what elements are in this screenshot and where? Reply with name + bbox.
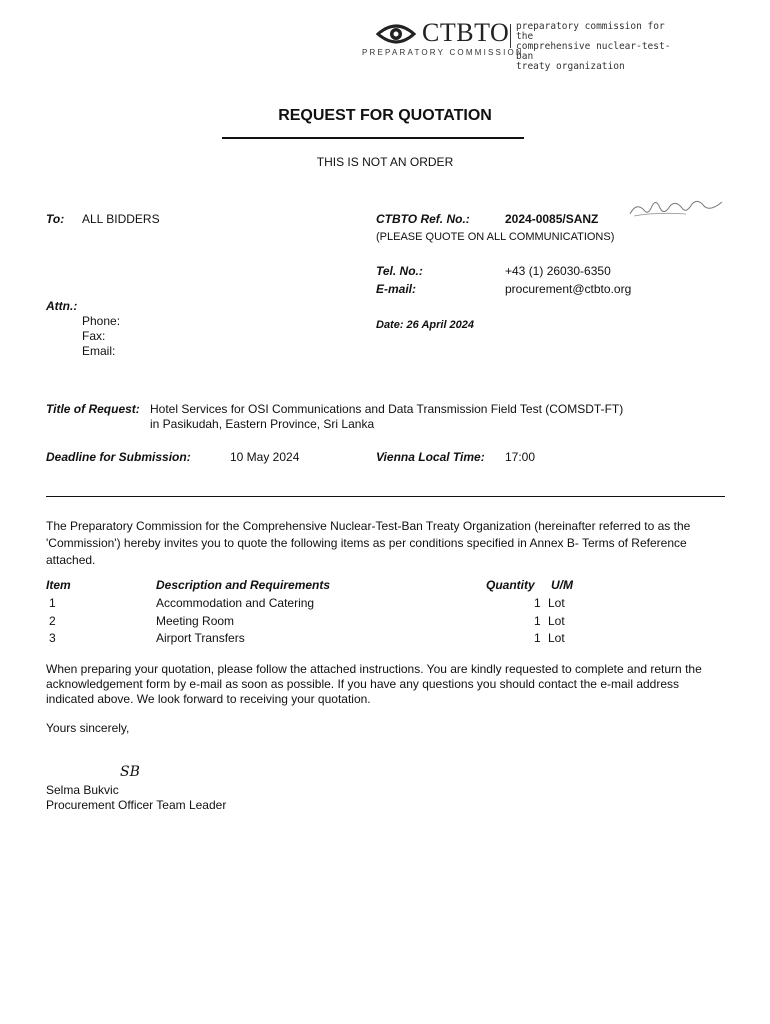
table-header-quantity: Quantity — [486, 578, 535, 592]
ref-note: (PLEASE QUOTE ON ALL COMMUNICATIONS) — [376, 231, 615, 243]
vienna-time-label: Vienna Local Time: — [376, 450, 485, 464]
attn-label: Attn.: — [46, 299, 78, 313]
table-row-um: Lot — [548, 596, 565, 610]
table-row-item: 2 — [49, 614, 56, 628]
section-divider — [46, 496, 725, 497]
fax-label: Fax: — [82, 329, 106, 343]
table-row-item: 3 — [49, 631, 56, 645]
deadline-label: Deadline for Submission: — [46, 450, 191, 464]
ctbto-emblem-icon — [376, 20, 416, 48]
logo-subtitle: PREPARATORY COMMISSION — [362, 48, 524, 57]
table-row-quantity: 1 — [534, 631, 541, 645]
date-text: Date: 26 April 2024 — [376, 319, 475, 331]
table-header-um: U/M — [551, 578, 573, 592]
vienna-time-value: 17:00 — [505, 450, 536, 464]
deadline-value: 10 May 2024 — [230, 450, 300, 464]
table-row-description: Accommodation and Catering — [156, 596, 315, 610]
ctbto-logo — [360, 18, 680, 72]
request-title-line2: in Pasikudah, Eastern Province, Sri Lanka — [150, 417, 375, 431]
table-row-description: Meeting Room — [156, 614, 235, 628]
handwritten-signature — [626, 194, 726, 222]
email-label: Email: — [82, 344, 116, 358]
phone-label: Phone: — [82, 314, 121, 328]
tel-value: +43 (1) 26030-6350 — [505, 264, 611, 278]
ref-value: 2024-0085/SANZ — [505, 212, 599, 226]
tel-label: Tel. No.: — [376, 264, 423, 278]
email-contact-label: E-mail: — [376, 282, 417, 296]
logo-text: CTBTO — [422, 18, 510, 47]
document-title: REQUEST FOR QUOTATION — [278, 107, 492, 124]
ref-label: CTBTO Ref. No.: — [376, 212, 470, 226]
table-row-um: Lot — [548, 631, 565, 645]
table-header-description: Description and Requirements — [156, 578, 331, 592]
intro-paragraph: The Preparatory Commission for the Comprehensive Nuclear-Test-Ban Treaty Organization (hereinafter referred to as the 'Commission') hereby invites you to quote the following items as per conditions specified in Annex B- Terms of Reference attached. — [46, 519, 691, 567]
to-value: ALL BIDDERS — [82, 212, 160, 226]
closing-text: Yours sincerely, — [46, 721, 130, 735]
table-header-item: Item — [46, 578, 71, 592]
logo-tagline: preparatory commission for the comprehensive nuclear-test-ban treaty organization — [516, 21, 671, 72]
table-row-quantity: 1 — [534, 596, 541, 610]
request-title-label: Title of Request: — [46, 402, 140, 416]
signatory-name: Selma Bukvic — [46, 783, 119, 797]
signatory-position: Procurement Officer Team Leader — [46, 798, 227, 812]
table-row-um: Lot — [548, 614, 565, 628]
document-subtitle: THIS IS NOT AN ORDER — [316, 155, 454, 169]
table-row-item: 1 — [49, 596, 56, 610]
table-row-description: Airport Transfers — [156, 631, 245, 645]
title-underline — [222, 137, 524, 139]
to-label: To: — [46, 212, 65, 226]
request-title-line1: Hotel Services for OSI Communications and Data Transmission Field Test (COMSDT-FT) — [150, 402, 624, 416]
table-row-quantity: 1 — [534, 614, 541, 628]
email-contact-value: procurement@ctbto.org — [505, 282, 632, 296]
logo-divider — [510, 24, 511, 48]
signature-initials: SB — [120, 764, 140, 780]
instructions-paragraph: When preparing your quotation, please follow the attached instructions. You are kindly requested to complete and return the acknowledgement form by e-mail as soon as possible. If you have any questions you should contact the e-mail address indicated above. We look forward to receiving your quotation. — [46, 662, 702, 706]
